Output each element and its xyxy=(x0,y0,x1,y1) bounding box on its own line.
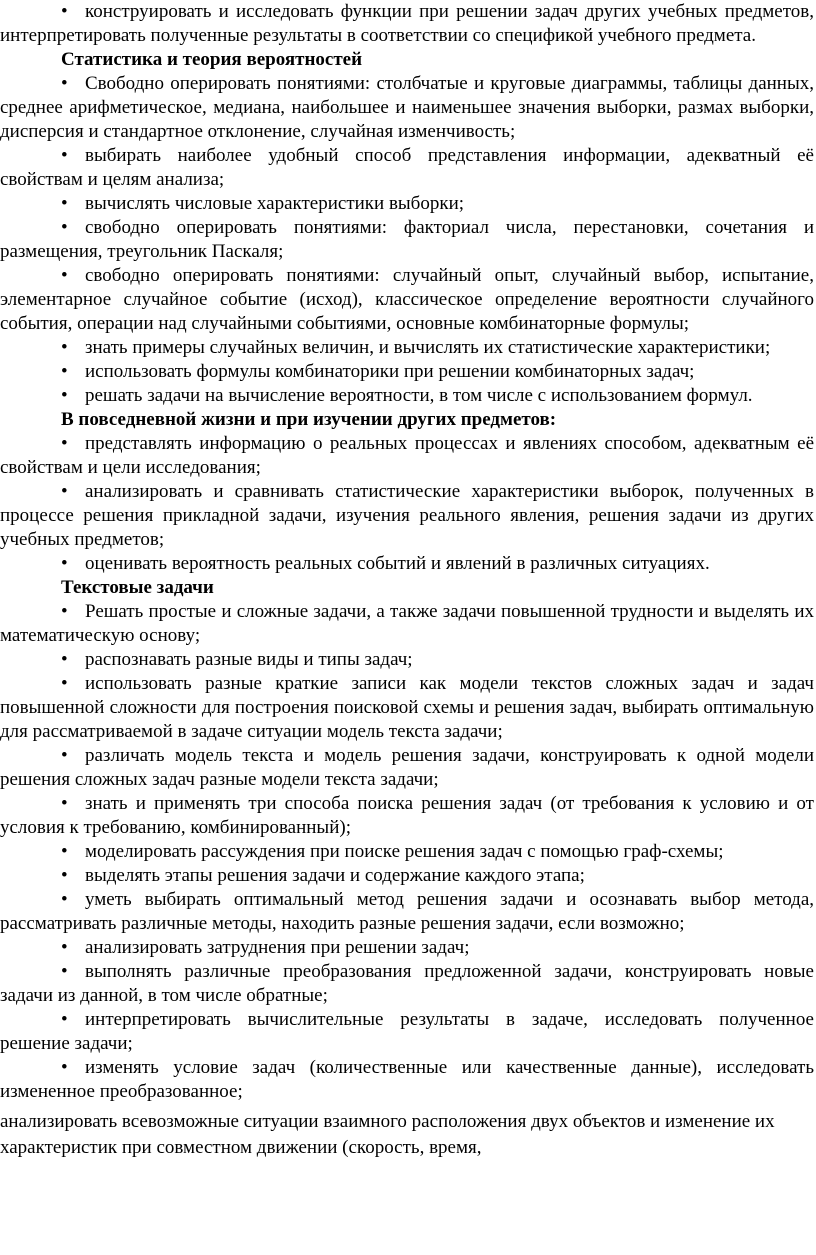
bullet-list-item xyxy=(0,1056,814,1104)
bullet-text: анализировать затруднения при решении задач; xyxy=(85,937,470,958)
bullet-text: вычислять числовые характеристики выборки; xyxy=(85,193,465,214)
bullet-marker: • xyxy=(61,145,68,166)
bullet-list-item xyxy=(0,744,814,792)
bullet-list-item xyxy=(0,552,814,576)
bullet-text: знать примеры случайных величин, и вычислять их статистические характеристики; xyxy=(85,337,771,358)
bullet-text: конструировать и исследовать функции при решении задач других учебных предметов, интерпретировать полученные результаты в соответствии со спецификой учебного предмета. xyxy=(0,1,814,46)
bullet-list-item xyxy=(0,72,814,144)
section-heading: Текстовые задачи xyxy=(61,577,214,598)
bullet-marker: • xyxy=(61,1057,68,1078)
bullet-text: Решать простые и сложные задачи, а также задачи повышенной трудности и выделять их математическую основу; xyxy=(0,601,814,646)
bullet-list-item xyxy=(0,144,814,192)
bullet-text: изменять условие задач (количественные или качественные данные), исследовать измененное преобразованное; xyxy=(0,1057,814,1102)
bullet-marker: • xyxy=(61,889,68,910)
body-paragraph: анализировать всевозможные ситуации взаимного расположения двух объектов и изменение их характеристик при совместном движении (скорость, время, xyxy=(0,1111,775,1158)
bullet-text: выполнять различные преобразования предложенной задачи, конструировать новые задачи из данной, в том числе обратные; xyxy=(0,961,814,1006)
bullet-list-item xyxy=(0,792,814,840)
bullet-list-item xyxy=(0,888,814,936)
bullet-list-item xyxy=(0,960,814,1008)
bullet-text: анализировать и сравнивать статистические характеристики выборок, полученных в процессе решения прикладной задачи, изучения реального явления, решения задачи из других учебных предметов; xyxy=(0,481,814,550)
bullet-text: использовать разные краткие записи как модели текстов сложных задач и задач повышенной сложности для построения поисковой схемы и решения задач, выбирать оптимальную для рассматриваемой в задаче ситуации модель текста задачи; xyxy=(0,673,814,742)
bullet-text: выбирать наиболее удобный способ представления информации, адекватный её свойствам и целям анализа; xyxy=(0,145,814,190)
section-heading: В повседневной жизни и при изучении других предметов: xyxy=(61,409,557,430)
bullet-marker: • xyxy=(61,793,68,814)
bullet-list-item xyxy=(0,0,814,48)
bullet-text: выделять этапы решения задачи и содержание каждого этапа; xyxy=(85,865,585,886)
bullet-marker: • xyxy=(61,73,68,94)
bullet-list-item xyxy=(0,936,814,960)
bullet-list-item xyxy=(0,648,814,672)
bullet-text: свободно оперировать понятиями: случайный опыт, случайный выбор, испытание, элементарное случайное событие (исход), классическое определение вероятности случайного события, операции над случайными событиями, основные комбинаторные формулы; xyxy=(0,265,814,334)
bullet-text: распознавать разные виды и типы задач; xyxy=(85,649,413,670)
bullet-list-item xyxy=(0,432,814,480)
section-heading: Статистика и теория вероятностей xyxy=(61,49,363,70)
bullet-marker: • xyxy=(61,337,68,358)
bullet-text: моделировать рассуждения при поиске решения задач с помощью граф-схемы; xyxy=(85,841,724,862)
bullet-list-item xyxy=(0,192,814,216)
bullet-marker: • xyxy=(61,1,68,22)
bullet-marker: • xyxy=(61,361,68,382)
bullet-marker: • xyxy=(61,433,68,454)
bullet-list-item xyxy=(0,360,814,384)
bullet-marker: • xyxy=(61,673,68,694)
bullet-list-item xyxy=(0,336,814,360)
bullet-list-item xyxy=(0,216,814,264)
bullet-list-item xyxy=(0,600,814,648)
bullet-text: уметь выбирать оптимальный метод решения задачи и осознавать выбор метода, рассматривать различные методы, находить разные решения задачи, если возможно; xyxy=(0,889,814,934)
bullet-marker: • xyxy=(61,217,68,238)
bullet-list-item xyxy=(0,864,814,888)
bullet-marker: • xyxy=(61,745,68,766)
bullet-marker: • xyxy=(61,937,68,958)
bullet-marker: • xyxy=(61,841,68,862)
bullet-marker: • xyxy=(61,865,68,886)
bullet-text: различать модель текста и модель решения задачи, конструировать к одной модели решения сложных задач разные модели текста задачи; xyxy=(0,745,814,790)
bullet-marker: • xyxy=(61,193,68,214)
bullet-marker: • xyxy=(61,649,68,670)
bullet-marker: • xyxy=(61,553,68,574)
bullet-text: интерпретировать вычислительные результаты в задаче, исследовать полученное решение задачи; xyxy=(0,1009,814,1054)
bullet-list-item xyxy=(0,672,814,744)
bullet-marker: • xyxy=(61,265,68,286)
bullet-marker: • xyxy=(61,385,68,406)
bullet-marker: • xyxy=(61,601,68,622)
bullet-list-item xyxy=(0,840,814,864)
bullet-list-item xyxy=(0,480,814,552)
bullet-text: решать задачи на вычисление вероятности, в том числе с использованием формул. xyxy=(85,385,753,406)
bullet-marker: • xyxy=(61,481,68,502)
bullet-list-item xyxy=(0,264,814,336)
bullet-text: свободно оперировать понятиями: факториал числа, перестановки, сочетания и размещения, треугольник Паскаля; xyxy=(0,217,814,262)
bullet-text: оценивать вероятность реальных событий и явлений в различных ситуациях. xyxy=(85,553,710,574)
bullet-list-item xyxy=(0,1008,814,1056)
bullet-text: использовать формулы комбинаторики при решении комбинаторных задач; xyxy=(85,361,695,382)
bullet-text: Свободно оперировать понятиями: столбчатые и круговые диаграммы, таблицы данных, среднее арифметическое, медиана, наибольшее и наименьшее значения выборки, размах выборки, дисперсия и стандартное отклонение, случайная изменчивость; xyxy=(0,73,814,142)
bullet-marker: • xyxy=(61,961,68,982)
bullet-text: представлять информацию о реальных процессах и явлениях способом, адекватным её свойствам и цели исследования; xyxy=(0,433,814,478)
bullet-marker: • xyxy=(61,1009,68,1030)
bullet-text: знать и применять три способа поиска решения задач (от требования к условию и от условия к требованию, комбинированный); xyxy=(0,793,814,838)
bullet-list-item xyxy=(0,384,814,408)
